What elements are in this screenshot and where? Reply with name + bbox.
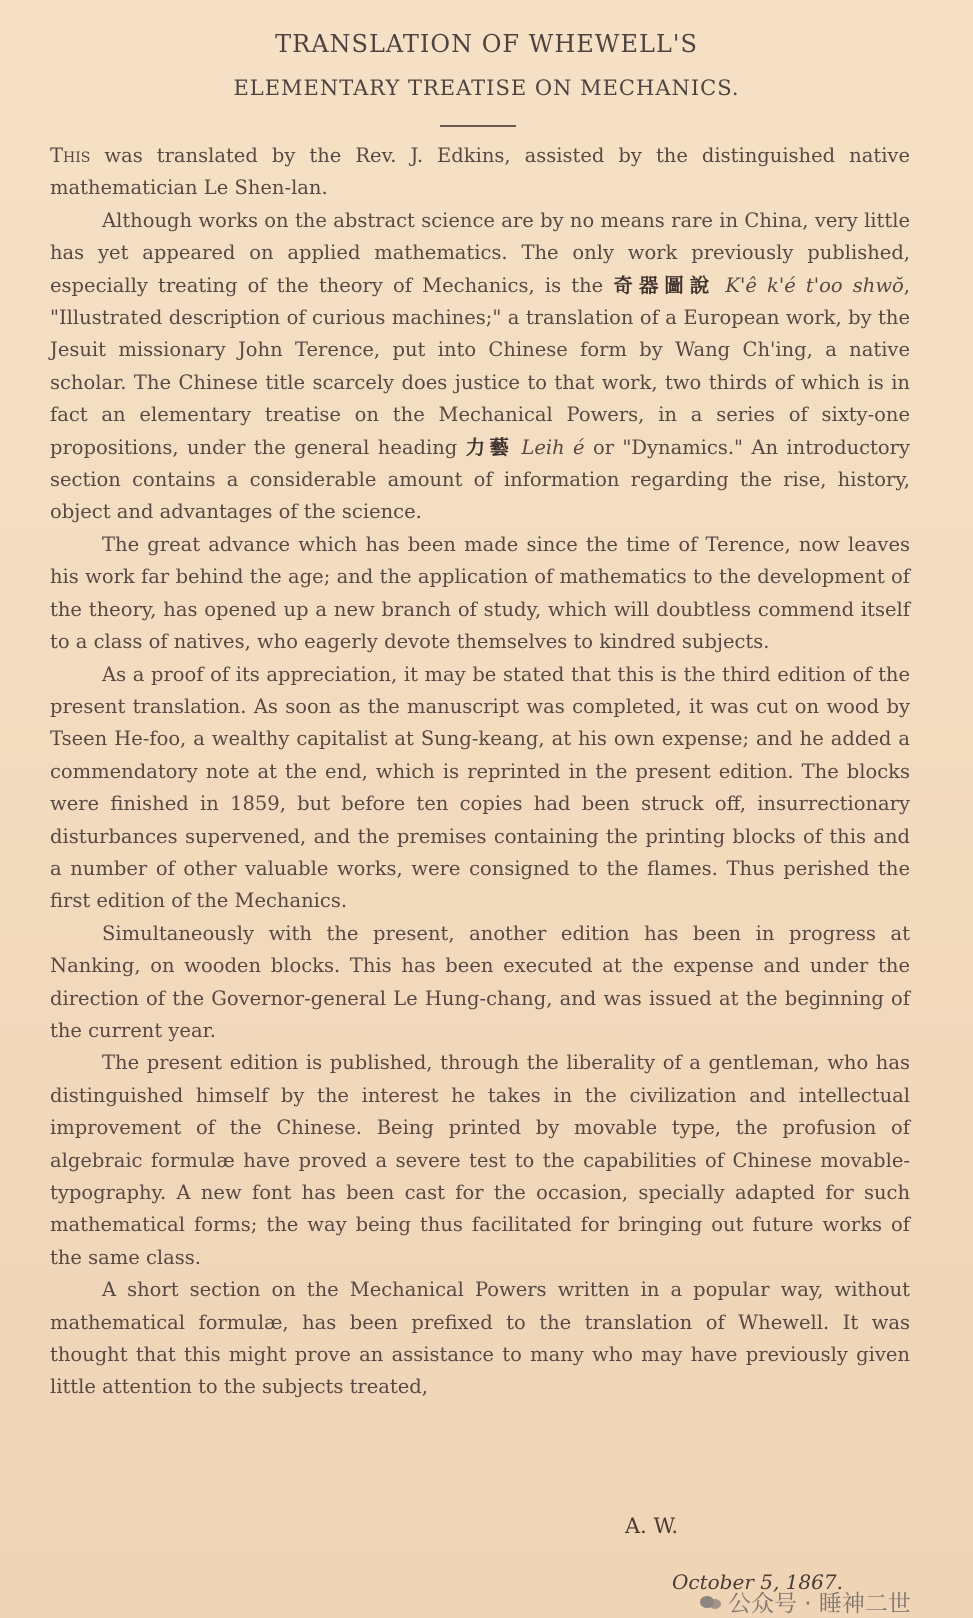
watermark-text: 公众号 · 睡神二世	[728, 1591, 911, 1617]
date-line: October 5, 1867.	[672, 1570, 843, 1594]
body-text	[50, 140, 910, 1404]
signature: A. W.	[625, 1514, 679, 1538]
paragraph-2-text-a: Although works on the abstract science are by no means rare in China, very little has yet appeared on applied mathematics. The only work previously published, especially treating of the theory of Mechanics, is the	[50, 208, 910, 297]
title-line-2: ELEMENTARY TREATISE ON MECHANICS.	[233, 76, 740, 100]
chinese-title-1: 奇器圖說	[613, 273, 716, 297]
romanized-title-2: Leih é	[521, 435, 585, 459]
chinese-title-2: 力藝	[465, 435, 513, 459]
paragraph-7: A short section on the Mechanical Powers written in a popular way, without mathematical formulæ, has been prefixed to the translation of Whewell. It was thought that this might prove an assistance to many who may have previously given little attention to the subjects treated,	[50, 1278, 910, 1399]
watermark	[700, 1585, 911, 1618]
paragraph-5: Simultaneously with the present, another edition has been in progress at Nanking, on wooden blocks. This has been executed at the expense and under the direction of the Governor-general Le Hung-chang, and was issued at the beginning of the current year.	[50, 921, 910, 1042]
paragraph-1	[50, 140, 910, 205]
paragraph-2-text-b: , "Illustrated description of curious machines;" a translation of a European work, by the Jesuit missionary John Terence, put into Chinese form by Wang Ch'ing, a native scholar. The Chinese title scarcely does justice to that work, two thirds of which is in fact an elementary treatise on the Mechanical Powers, in a series of sixty-one propositions, under the general heading	[50, 273, 910, 459]
paragraph-4: As a proof of its appreciation, it may be stated that this is the third edition of the present translation. As soon as the manuscript was completed, it was cut on wood by Tseen He-foo, a wealthy capitalist at Sung-keang, at his own expense; and he added a commendatory note at the end, which is reprinted in the present edition. The blocks were finished in 1859, but before ten copies had been struck off, insurrectionary disturbances supervened, and the premises containing the printing blocks of this and a number of other valuable works, were consigned to the flames. Thus perished the first edition of the Mechanics.	[50, 662, 910, 913]
paragraph-3: The great advance which has been made since the time of Terence, now leaves his work far behind the age; and the application of mathematics to the development of the theory, has opened up a new branch of study, which will doubtless commend itself to a class of natives, who eagerly devote themselves to kindred subjects.	[50, 532, 910, 654]
paragraph-2	[50, 205, 910, 529]
paragraph-6: The present edition is published, through the liberality of a gentleman, who has distinguished himself by the interest he takes in the civilization and intellectual improvement of the Chinese. Being printed by movable type, the profusion of algebraic formulæ have proved a severe test to the capabilities of Chinese movable-typography. A new font has been cast for the occasion, specially adapted for such mathematical forms; the way being thus facilitated for bringing out future works of the same class.	[50, 1051, 910, 1269]
title-line-1: TRANSLATION OF WHEWELL'S	[275, 30, 698, 58]
romanized-title-1: K'ê k'é t'oo shwŏ	[725, 273, 904, 297]
paragraph-1-lead: This	[50, 144, 91, 167]
wechat-icon	[700, 1594, 722, 1610]
paragraph-2-text-c: or "Dynamics." An introductory section contains a considerable amount of information regarding the rise, history, object and advantages of the science.	[50, 435, 910, 524]
paragraph-1-text: was translated by the Rev. J. Edkins, assisted by the distinguished native mathematician Le Shen-lan.	[50, 144, 910, 200]
title-rule	[440, 125, 516, 127]
